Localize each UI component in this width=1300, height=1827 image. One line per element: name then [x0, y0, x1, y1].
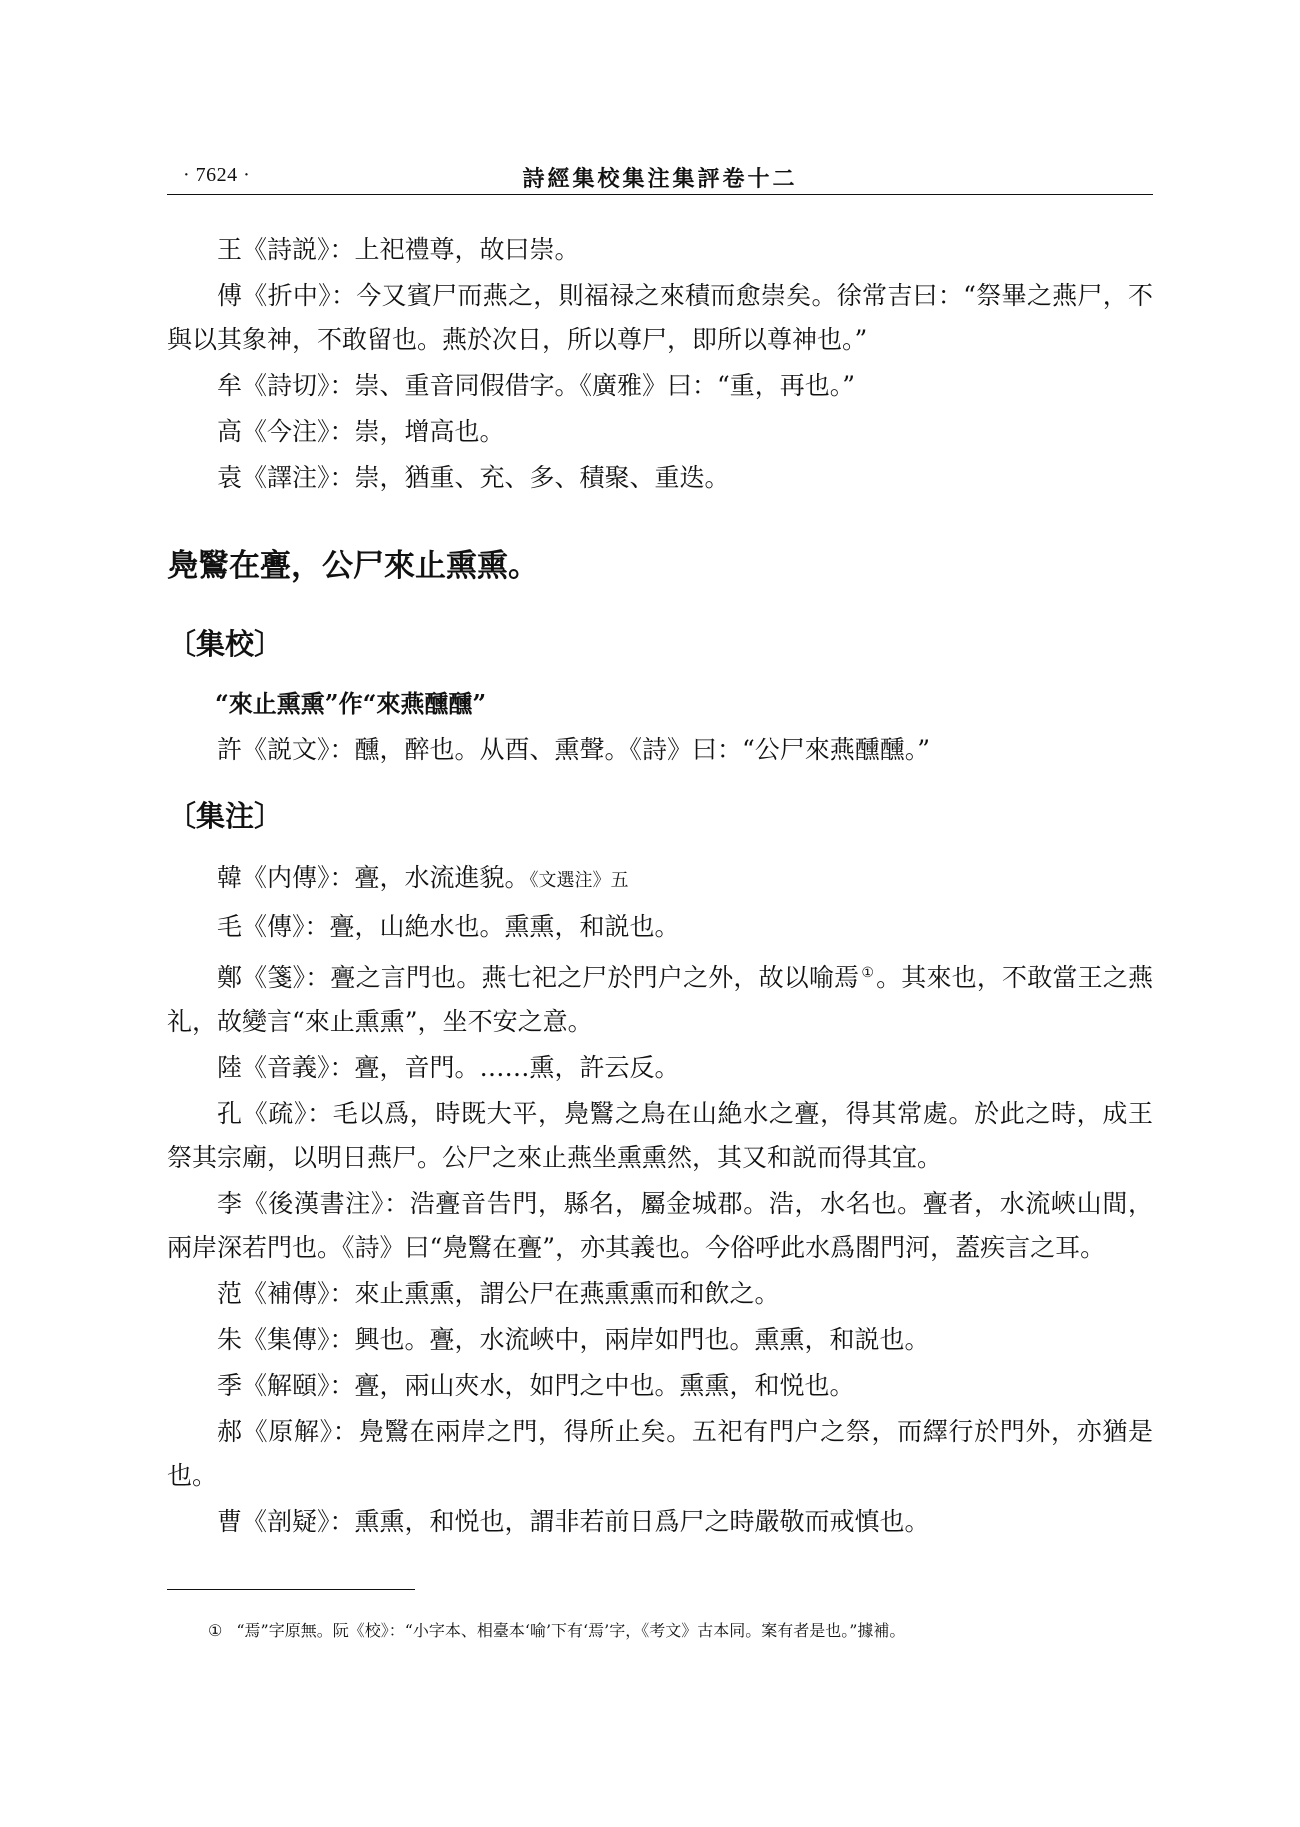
- commentary-paragraph: 范《補傳》：來止熏熏，謂公尸在燕熏熏而和飲之。: [217, 1279, 780, 1308]
- collation-paragraph: 許《説文》：醺，醉也。从酉、熏聲。《詩》曰：“公尸來燕醺醺。”: [217, 735, 931, 764]
- variant-reading: “來止熏熏”作“來燕醺醺”: [215, 689, 487, 718]
- footnote-text: “焉”字原無。阮《校》：“小字本、相臺本‘喻’下有‘焉’字，《考文》古本同。案有者是也。”據補。: [236, 1621, 906, 1640]
- commentary-paragraph-zheng: [167, 951, 1153, 1044]
- running-head: [167, 160, 1153, 195]
- commentary-paragraph: 孔《疏》：毛以爲，時既大平，鳧鷖之鳥在山絶水之亹，得其常處。於此之時，成王祭其宗廟，以明日燕尸。公尸之來止燕坐熏熏然，其又和説而得其宜。: [167, 1099, 1153, 1172]
- page-body: [167, 228, 1153, 1546]
- commentary-paragraph: 高《今注》：崇，增高也。: [217, 417, 505, 446]
- footnote-divider: [167, 1589, 415, 1590]
- commentary-paragraph: 郝《原解》：鳧鷖在兩岸之門，得所止矣。五祀有門户之祭，而繹行於門外，亦猶是也。: [167, 1417, 1153, 1490]
- commentary-paragraph: 陸《音義》：亹，音門。……熏，許云反。: [217, 1053, 680, 1082]
- commentary-paragraph: 牟《詩切》：崇、重音同假借字。《廣雅》曰：“重，再也。”: [217, 371, 856, 400]
- commentary-paragraph: 袁《譯注》：崇，猶重、充、多、積聚、重迭。: [217, 463, 730, 492]
- commentary-paragraph: 王《詩説》：上祀禮尊，故曰崇。: [217, 235, 580, 264]
- commentary-heading: 〔集注〕: [167, 799, 284, 833]
- commentary-paragraph: 毛《傳》：亹，山絶水也。熏熏，和説也。: [217, 912, 680, 941]
- commentary-paragraph: 朱《集傳》：興也。亹，水流峽中，兩岸如門也。熏熏，和説也。: [217, 1325, 930, 1354]
- han-source-ref: 《文選注》五: [529, 870, 629, 891]
- commentary-paragraph: 曹《剖疑》：熏熏，和悦也，謂非若前日爲尸之時嚴敬而戒慎也。: [217, 1507, 930, 1536]
- footnote-mark: ①: [208, 1621, 223, 1640]
- verse-line: 鳧鷖在亹，公尸來止熏熏。: [167, 548, 539, 584]
- commentary-paragraph-han: [167, 856, 1153, 903]
- zheng-text-before: 鄭《箋》：亹之言門也。燕七祀之尸於門户之外，故以喻焉: [217, 963, 860, 992]
- commentary-paragraph: 傅《折中》：今又賓尸而燕之，則福禄之來積而愈崇矣。徐常吉曰：“祭畢之燕尸，不與以其象神，不敢留也。燕於次日，所以尊尸，即所以尊神也。”: [167, 281, 1153, 354]
- commentary-paragraph: 李《後漢書注》：浩亹音告門，縣名，屬金城郡。浩，水名也。亹者，水流峽山間，兩岸深若門也。《詩》曰“鳧鷖在亹”，亦其義也。今俗呼此水爲閤門河，蓋疾言之耳。: [167, 1189, 1153, 1262]
- footnote: [208, 1618, 1138, 1644]
- zheng-text-after: 。其來也，不敢當王之燕礼，故變言“來止熏熏”，坐不安之意。: [167, 963, 1153, 1036]
- commentary-paragraph: 季《解頤》：亹，兩山夾水，如門之中也。熏熏，和悦也。: [217, 1371, 855, 1400]
- collation-heading: 〔集校〕: [167, 627, 284, 661]
- han-text: 韓《内傳》：亹，水流進貌。: [217, 863, 530, 892]
- footnote-reference[interactable]: ①: [861, 965, 875, 981]
- book-title: 詩經集校集注集評卷十二: [522, 166, 798, 192]
- page-number: · 7624 ·: [183, 164, 251, 186]
